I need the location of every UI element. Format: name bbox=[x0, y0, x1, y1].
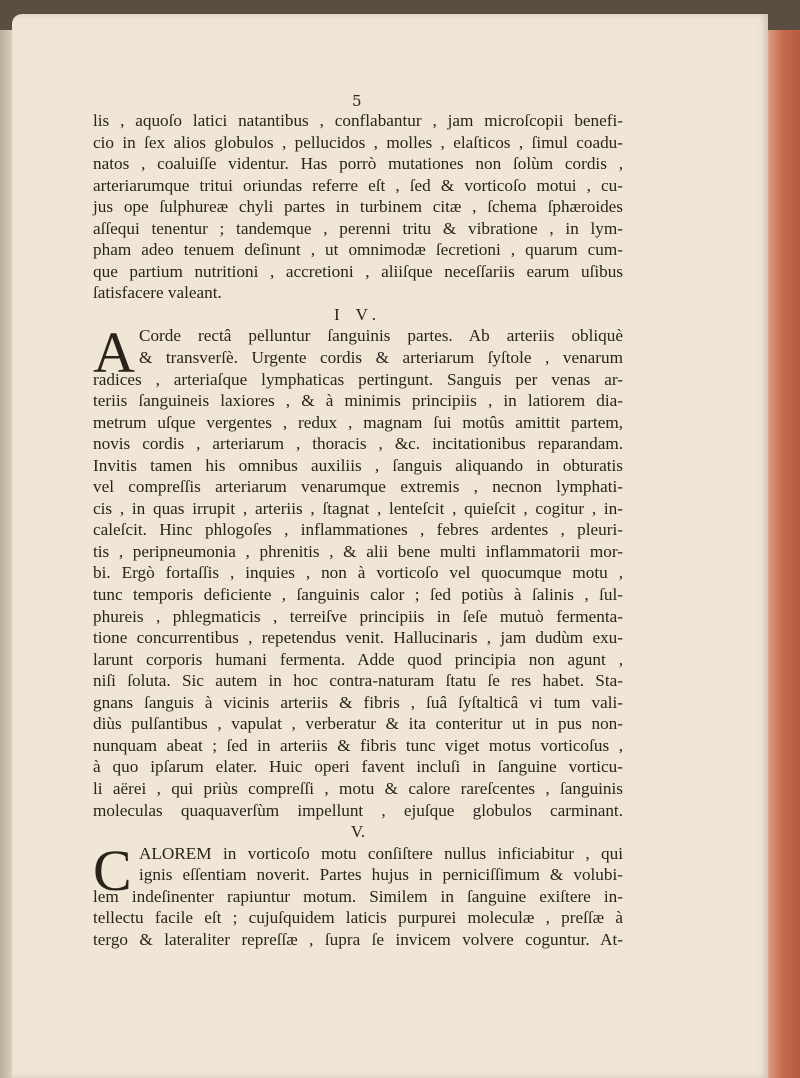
text-line: novis cordis , arteriarum , thoracis , &c. incitationibus reparandam. bbox=[93, 434, 623, 454]
text-line: que partium nutritioni , accretioni , aliiſque neceſſariis earum uſibus bbox=[93, 261, 623, 281]
text-line: teriis ſanguineis laxiores , & à minimis principiis , in latiorem dia- bbox=[93, 391, 623, 411]
text-line: vel compreſſis arteriarum venarumque extremis , necnon lymphati- bbox=[93, 477, 623, 497]
section-iv-paragraph bbox=[93, 320, 623, 821]
text-line: tunc temporis deficiente , ſanguinis calor ; ſed potiùs à ſalinis , ſul- bbox=[93, 585, 623, 605]
text-line: aſſequi tenentur ; tandemque , perenni tritu & vibratione , in lym- bbox=[93, 218, 623, 238]
section-heading-iv: I V. bbox=[334, 304, 382, 324]
text-line: ALOREM in vorticoſo motu conſiſtere nullus inficiabitur , qui bbox=[139, 843, 623, 863]
text-line: tellectu facile eſt ; cujuſquidem laticis purpurei moleculæ , preſſæ à bbox=[93, 908, 623, 928]
text-line: li aërei , qui priùs compreſſi , motu & calore rareſcentes , ſanguinis bbox=[93, 778, 623, 798]
text-line: Invitis tamen his omnibus auxiliis , ſanguis aliquando in obturatis bbox=[93, 455, 623, 475]
text-line: ſatisfacere valeant. bbox=[93, 283, 222, 303]
text-line: tis , peripneumonia , phrenitis , & alii bene multi inflammatorii mor- bbox=[93, 541, 623, 561]
text-line: jus ope ſulphureæ chyli partes in turbinem citæ , ſchema ſphæroides bbox=[93, 197, 623, 217]
text-line: gnans ſanguis à vicinis arteriis & fibris , ſuâ ſyſtalticâ vi tum vali- bbox=[93, 692, 623, 712]
text-line: larunt corporis humani fermenta. Adde quod principia non agunt , bbox=[93, 649, 623, 669]
text-line: lem indeſinenter rapiuntur motum. Similem in ſanguine exiſtere in- bbox=[93, 886, 623, 906]
text-line: pham adeo tenuem deſinunt , ut omnimodæ ſecretioni , quarum cum- bbox=[93, 240, 623, 260]
section-v-paragraph bbox=[93, 837, 623, 951]
text-line: radices , arteriaſque lymphaticas pertingunt. Sanguis per venas ar- bbox=[93, 369, 623, 389]
drop-cap-a: A bbox=[93, 320, 135, 386]
text-line: arteriarumque tritui oriundas referre eſt , ſed & vorticoſo motui , cu- bbox=[93, 175, 623, 195]
page-text bbox=[93, 110, 623, 950]
drop-cap-c: C bbox=[93, 837, 132, 903]
page-number: 5 bbox=[352, 92, 362, 110]
text-line: tergo & lateraliter repreſſæ , ſupra ſe invicem volvere coguntur. At- bbox=[93, 929, 623, 949]
text-line: diùs pulſantibus , vapulat , verberatur & ita conteritur ut in pus non- bbox=[93, 714, 623, 734]
text-line: natos , coaluiſſe videntur. Has porrò mutationes non ſolùm cordis , bbox=[93, 154, 623, 174]
text-line: metrum uſque vergentes , redux , magnam ſui motûs amittit partem, bbox=[93, 412, 623, 432]
section-heading-v: V. bbox=[350, 822, 366, 842]
text-line: tione concurrentibus , repetendus venit. Hallucinaris , jam dudùm exu- bbox=[93, 628, 623, 648]
text-line: caleſcit. Hinc phlogoſes , inflammationes , febres ardentes , pleuri- bbox=[93, 520, 623, 540]
text-line: & transverſè. Urgente cordis & arteriarum ſyſtole , venarum bbox=[139, 348, 623, 368]
text-line: phureis , phlegmaticis , terreiſve principiis in ſeſe mutuò fermenta- bbox=[93, 606, 623, 626]
text-line: niſi ſoluta. Sic autem in hoc contra-naturam ſtatu ſe res habet. Sta- bbox=[93, 671, 623, 691]
text-line: bi. Ergò fortaſſis , inquies , non à vorticoſo vel quocumque motu , bbox=[93, 563, 623, 583]
text-line: à quo ipſarum elater. Huic operi favent incluſi in ſanguine vorticu- bbox=[93, 757, 623, 777]
text-line: nunquam abeat ; ſed in arteriis & fibris tunc viget motus vorticoſus , bbox=[93, 735, 623, 755]
text-line: moleculas quaquaverſùm impellunt , ejuſque globulos carminant. bbox=[93, 800, 623, 820]
text-line: cio in ſex alios globulos , pellucidos , molles , elaſticos , ſimul coadu- bbox=[93, 132, 623, 152]
text-line: cis , in quas irrupit , arteriis , ſtagnat , lenteſcit , quieſcit , cogitur , in- bbox=[93, 498, 623, 518]
text-line: ignis eſſentiam noverit. Partes hujus in perniciſſimum & volubi- bbox=[139, 865, 623, 885]
text-line: Corde rectâ pelluntur ſanguinis partes. Ab arteriis obliquè bbox=[139, 326, 623, 346]
text-line: lis , aquoſo latici natantibus , conflabantur , jam microſcopii benefi- bbox=[93, 111, 623, 130]
